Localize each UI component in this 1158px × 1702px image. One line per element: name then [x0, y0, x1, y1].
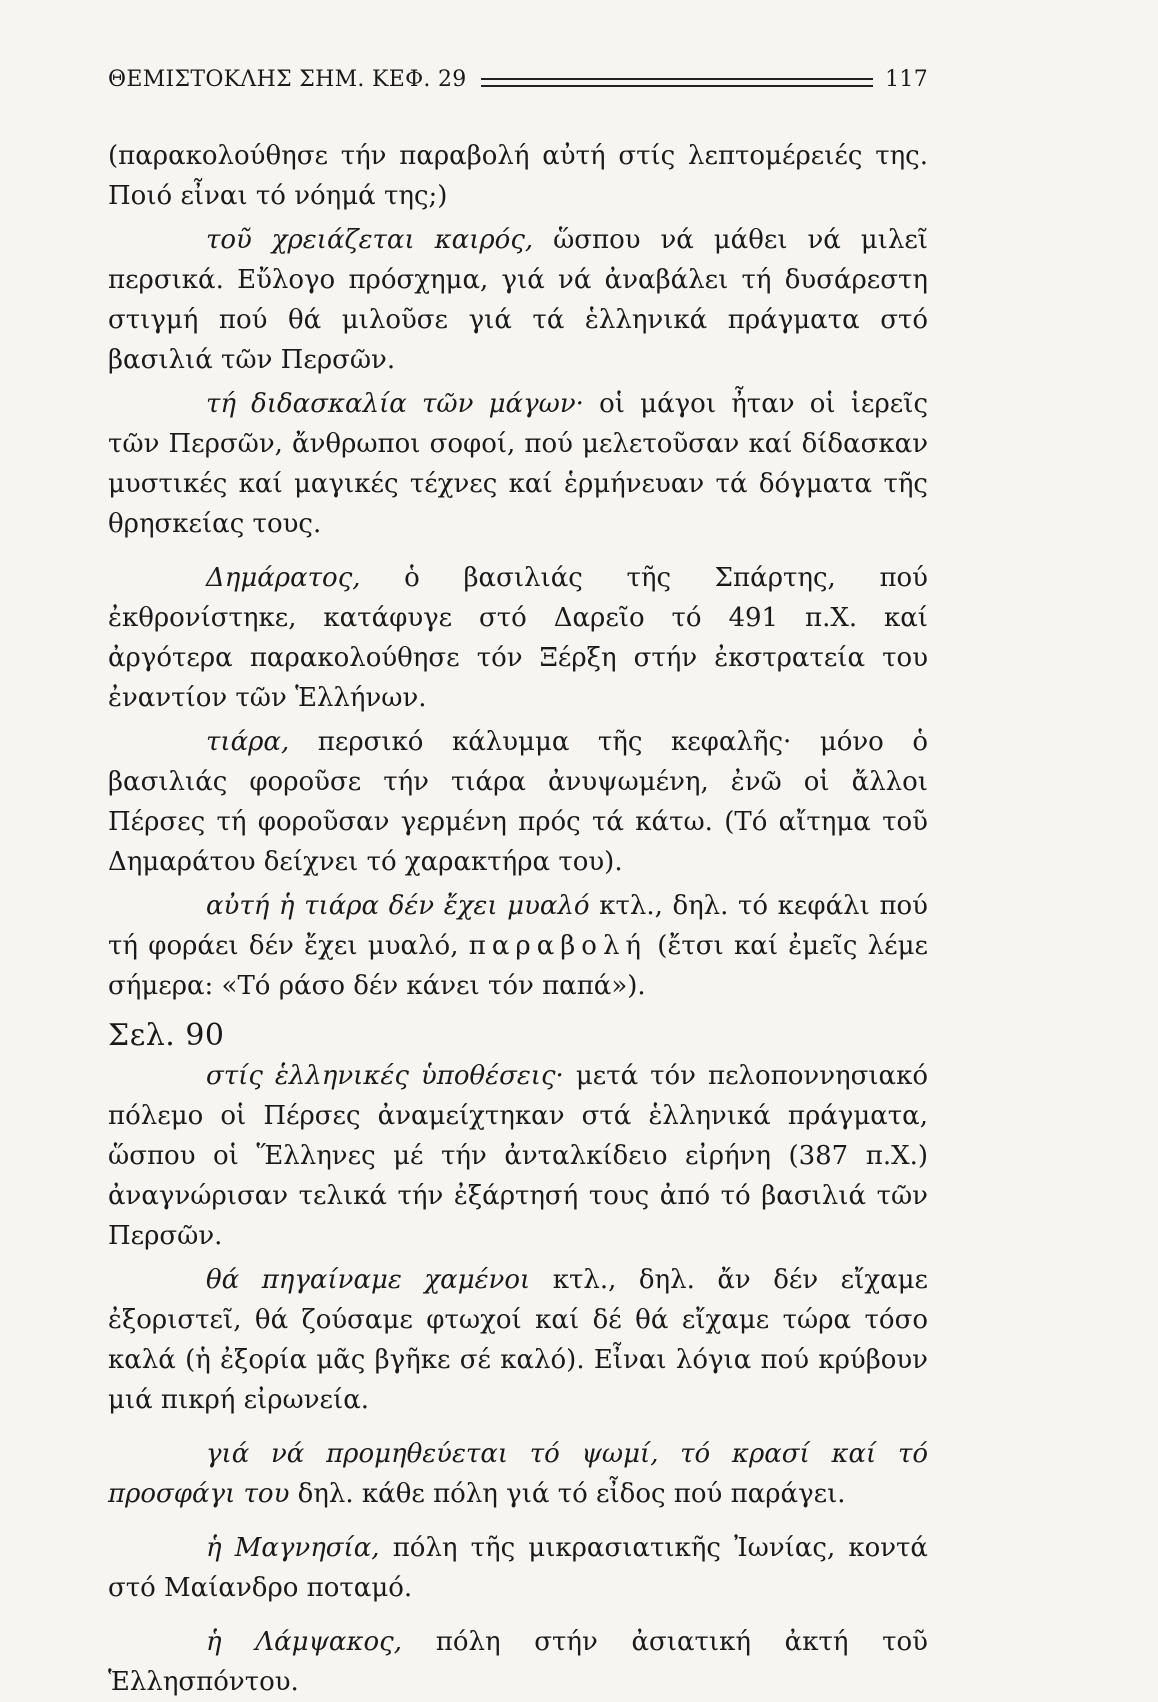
note-demaratos: [108, 558, 928, 718]
paragraph-parabola: [108, 136, 928, 216]
note-magoi: [108, 384, 928, 544]
commentary-body: [108, 136, 928, 1702]
paragraph-text: (παρακολούθησε τήν παραβολή αὐτή στίς λεπτομέρειές της. Ποιό εἶναι τό νόημά της;): [108, 141, 928, 211]
note-chamenoi: [108, 1260, 928, 1420]
note-text: πόλη στήν ἀσιατική ἀκτή τοῦ Ἑλλησπόντου.: [108, 1627, 928, 1697]
spaced-word: παραβολή: [468, 931, 647, 961]
note-psomi: [108, 1434, 928, 1514]
note-text: κτλ., δηλ. ἄν δέν εἴχαμε ἐξοριστεῖ, θά ζούσαμε φτωχοί καί δέ θά εἴχαμε τώρα τόσο καλά (ἡ ἐξορία μᾶς βγῆκε σέ καλό). Εἶναι λόγια πού κρύβουν μιά πικρή εἰρωνεία.: [108, 1265, 928, 1415]
note-text: δηλ. κάθε πόλη γιά τό εἶδος πού παράγει.: [289, 1479, 846, 1509]
section-heading: Σελ. 90: [108, 1018, 225, 1053]
note-text: περσικό κάλυμμα τῆς κεφαλῆς· μόνο ὁ βασιλιάς φοροῦσε τήν τιάρα ἀνυψωμένη, ἐνῶ οἱ ἄλλοι Πέρσες τή φοροῦσαν γερμένη πρός τά κάτω. (Τό αἴτημα τοῦ Δημαράτου δείχνει τό χαρακτήρα του).: [108, 727, 928, 877]
page-number: 117: [885, 66, 928, 92]
note-lemma: στίς ἑλληνικές ὑποθέσεις·: [206, 1061, 564, 1091]
note-text: ὁ βασιλιάς τῆς Σπάρτης, πού ἐκθρονίστηκε, κατάφυγε στό Δαρεῖο τό 491 π.Χ. καί ἀργότερα παρακολούθησε τόν Ξέρξη στήν ἐκστρατεία του ἐναντίον τῶν Ἑλλήνων.: [108, 563, 928, 713]
note-text-after: (ἔτσι καί ἐμεῖς λέμε σήμερα: «Τό ράσο δέν κάνει τόν παπά»).: [108, 931, 928, 1001]
note-lemma: τιάρα,: [206, 727, 290, 757]
note-lemma: αὐτή ἡ τιάρα δέν ἔχει μυαλό: [206, 891, 590, 921]
note-magnesia: [108, 1528, 928, 1608]
note-text: πόλη τῆς μικρασιατικῆς Ἰωνίας, κοντά στό Μαίανδρο ποταμό.: [108, 1533, 928, 1603]
note-lemma: τοῦ χρειάζεται καιρός,: [206, 225, 534, 255]
note-hypotheseis: [108, 1056, 928, 1256]
note-text: μετά τόν πελοποννησιακό πόλεμο οἱ Πέρσες ἀναμείχτηκαν στά ἑλληνικά πράγματα, ὥσπου οἱ Ἕλληνες μέ τήν ἀνταλκίδειο εἰρήνη (387 π.Χ.) ἀναγνώρισαν τελικά τήν ἐξάρτησή τους ἀπό τό βασιλιά τῶν Περσῶν.: [108, 1061, 929, 1251]
running-title: ΘΕΜΙΣΤΟΚΛΗΣ ΣΗΜ. ΚΕΦ. 29: [108, 66, 467, 92]
header-rule: [481, 78, 873, 87]
note-lemma: Δημάρατος,: [206, 563, 361, 593]
note-text: οἱ μάγοι ἦταν οἱ ἱερεῖς τῶν Περσῶν, ἄνθρωποι σοφοί, πού μελετοῦσαν καί δίδασκαν μυστικές καί μαγικές τέχνες καί ἑρμήνευαν τά δόγματα τῆς θρησκείας τους.: [108, 389, 929, 539]
note-lemma: θά πηγαίναμε χαμένοι: [206, 1265, 531, 1295]
note-tiara-myalo: [108, 886, 928, 1006]
book-page: [108, 62, 928, 1702]
running-header: [108, 62, 928, 96]
note-lemma: ἡ Μαγνησία,: [206, 1533, 380, 1563]
note-tiara: [108, 722, 928, 882]
note-text: κτλ., δηλ. τό κεφάλι πού τή φοράει δέν ἔχει μυαλό,: [108, 891, 928, 961]
note-lemma: ἡ Λάμψακος,: [206, 1627, 403, 1657]
note-lampsakos: [108, 1622, 928, 1702]
note-lemma: γιά νά προμηθεύεται τό ψωμί, τό κρασί καί τό προσφάγι του: [108, 1439, 928, 1509]
note-lemma: τή διδασκαλία τῶν μάγων·: [206, 389, 584, 419]
note-text: ὥσπου νά μάθει νά μιλεῖ περσικά. Εὔλογο πρόσχημα, γιά νά ἀναβάλει τή δυσάρεστη στιγμή πού θά μιλοῦσε γιά τά ἑλληνικά πράγματα στό βασιλιά τῶν Περσῶν.: [108, 225, 928, 375]
note-kairos: [108, 220, 928, 380]
